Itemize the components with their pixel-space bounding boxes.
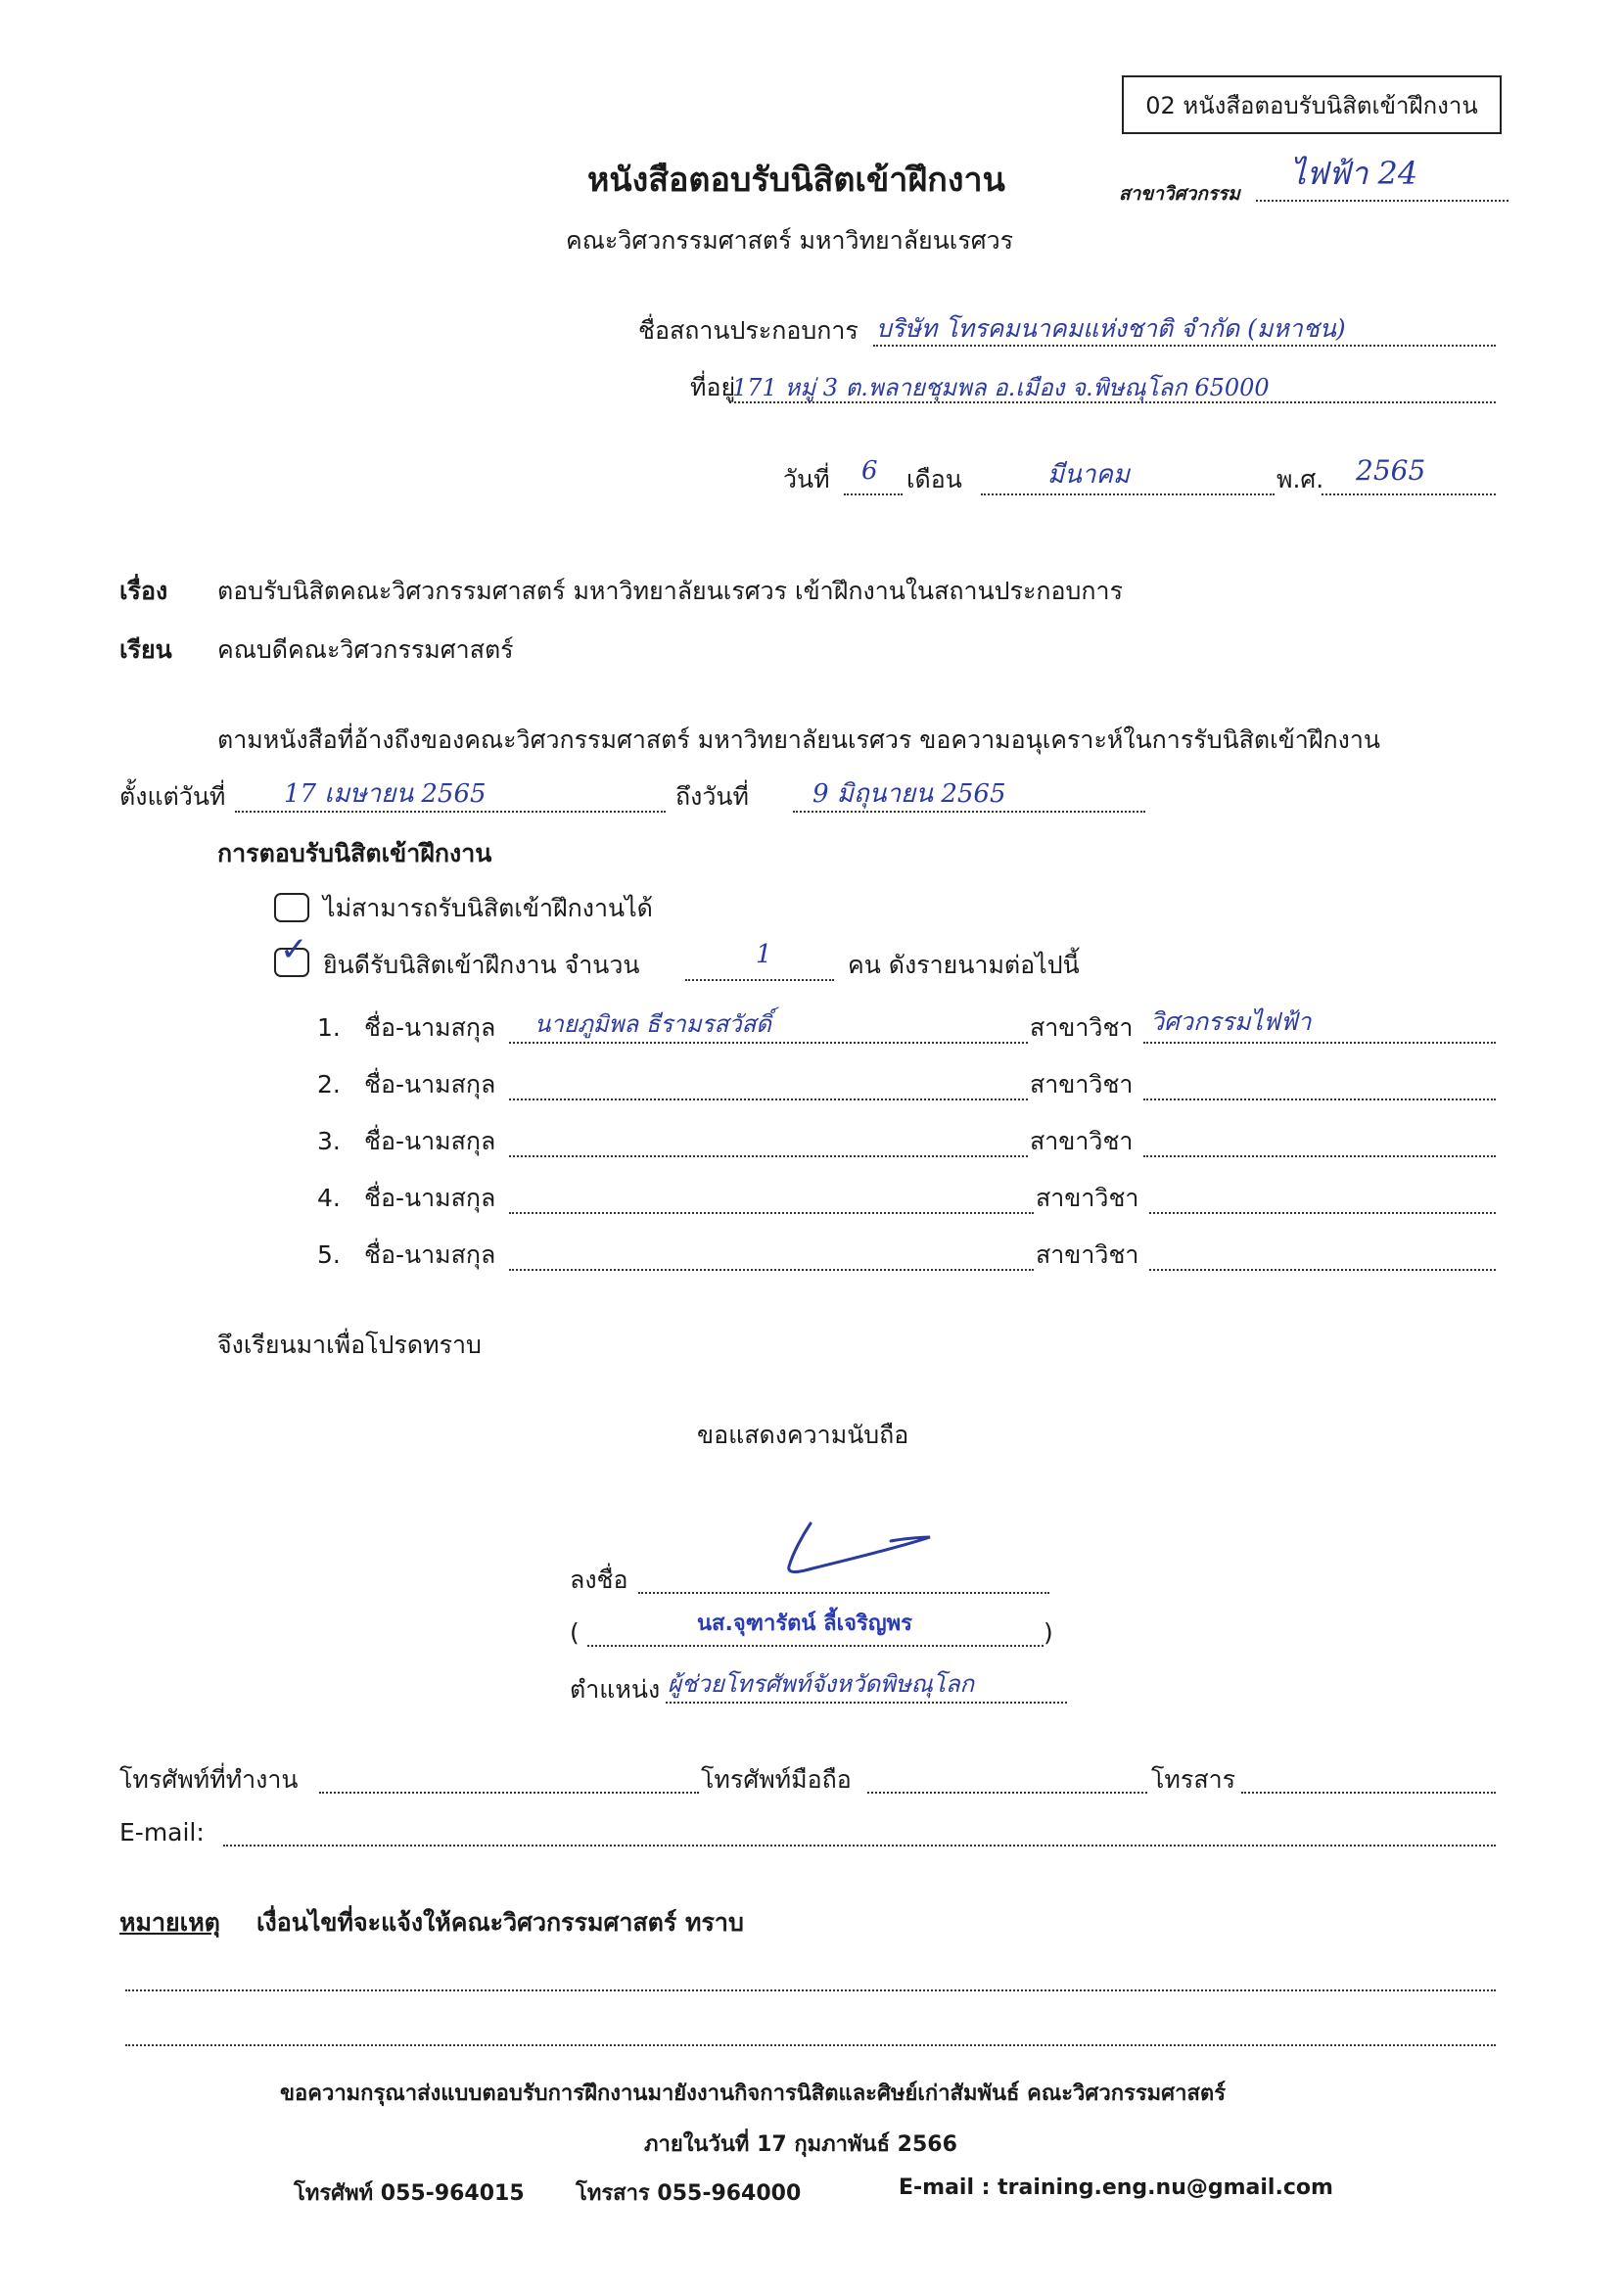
work-phone-field[interactable] bbox=[319, 1792, 699, 1794]
footer-line-1: ขอความกรุณาส่งแบบตอบรับการฝึกงานมายังงานกิจการนิสิตและศิษย์เก่าสัมพันธ์ คณะวิศวกรรมศาสตร์ bbox=[280, 2081, 1227, 2106]
address-label: ที่อยู่ bbox=[690, 373, 736, 401]
student-name-label: ชื่อ-นามสกุล bbox=[364, 1013, 496, 1042]
student-major-line[interactable] bbox=[1143, 1155, 1496, 1157]
remark-line-1[interactable] bbox=[125, 1989, 1496, 1991]
month-label: เดือน bbox=[906, 465, 962, 493]
mobile-field[interactable] bbox=[867, 1792, 1147, 1794]
day-value[interactable]: 6 bbox=[861, 456, 878, 486]
mobile-label: โทรศัพท์มือถือ bbox=[701, 1765, 852, 1794]
signer-name-line bbox=[587, 1645, 1044, 1647]
period-to-label: ถึงวันที่ bbox=[675, 782, 749, 811]
student-major[interactable]: วิศวกรรมไฟฟ้า bbox=[1150, 1007, 1312, 1036]
year-value[interactable]: 2565 bbox=[1356, 454, 1426, 487]
period-from-value[interactable]: 17 เมษายน 2565 bbox=[284, 779, 487, 809]
work-phone-label: โทรศัพท์ที่ทำงาน bbox=[119, 1765, 299, 1794]
accept-option-label: ยินดีรับนิสิตเข้าฝึกงาน จำนวน bbox=[323, 951, 640, 979]
subject-label: เรื่อง bbox=[119, 577, 168, 605]
student-major-line[interactable] bbox=[1143, 1099, 1496, 1100]
student-major-line[interactable] bbox=[1149, 1269, 1496, 1271]
to-text: คณบดีคณะวิศวกรรมศาสตร์ bbox=[217, 635, 514, 664]
handwritten-signature bbox=[754, 1516, 940, 1580]
footer-email[interactable]: E-mail : training.eng.nu@gmail.com bbox=[899, 2175, 1333, 2200]
count-suffix: คน ดังรายนามต่อไปนี้ bbox=[848, 951, 1080, 979]
regards-text: ขอแสดงความนับถือ bbox=[697, 1421, 909, 1449]
form-code-box bbox=[1122, 75, 1502, 134]
student-major-label: สาขาวิชา bbox=[1030, 1070, 1134, 1099]
footer-fax: โทรสาร 055-964000 bbox=[576, 2181, 802, 2206]
fax-field[interactable] bbox=[1241, 1792, 1496, 1794]
signer-close-paren: ) bbox=[1044, 1618, 1053, 1647]
count-line bbox=[685, 979, 834, 981]
reject-option-label: ไม่สามารถรับนิสิตเข้าฝึกงานได้ bbox=[323, 894, 653, 922]
student-name-label: ชื่อ-นามสกุล bbox=[364, 1127, 496, 1155]
student-number: 2. bbox=[317, 1070, 341, 1099]
to-label: เรียน bbox=[119, 635, 172, 664]
student-number: 1. bbox=[317, 1013, 341, 1042]
branch-line bbox=[1256, 200, 1508, 202]
remark-text: เงื่อนไขที่จะแจ้งให้คณะวิศวกรรมศาสตร์ ทราบ bbox=[256, 1908, 744, 1937]
student-name-label: ชื่อ-นามสกุล bbox=[364, 1070, 496, 1099]
body-text: ตามหนังสือที่อ้างถึงของคณะวิศวกรรมศาสตร์ มหาวิทยาลัยนเรศวร ขอความอนุเคราะห์ในการรับนิสิตเข้าฝึกงาน bbox=[217, 725, 1380, 754]
document-subtitle: คณะวิศวกรรมศาสตร์ มหาวิทยาลัยนเรศวร bbox=[566, 226, 1014, 255]
period-from-label: ตั้งแต่วันที่ bbox=[119, 782, 226, 811]
email-label: E-mail: bbox=[119, 1818, 205, 1847]
signer-open-paren: ( bbox=[570, 1618, 580, 1647]
student-number: 3. bbox=[317, 1127, 341, 1155]
student-major-line bbox=[1143, 1042, 1496, 1044]
student-name-label: ชื่อ-นามสกุล bbox=[364, 1184, 496, 1212]
form-code: 02 หนังสือตอบรับนิสิตเข้าฝึกงาน bbox=[1145, 91, 1478, 119]
student-name-line[interactable] bbox=[509, 1099, 1028, 1100]
subject-text: ตอบรับนิสิตคณะวิศวกรรมศาสตร์ มหาวิทยาลัยนเรศวร เข้าฝึกงานในสถานประกอบการ bbox=[217, 577, 1124, 605]
student-name-line[interactable] bbox=[509, 1212, 1034, 1214]
student-major-label: สาขาวิชา bbox=[1036, 1184, 1139, 1212]
position-value[interactable]: ผู้ช่วยโทรศัพท์จังหวัดพิษณุโลก bbox=[668, 1670, 975, 1698]
sign-label: ลงชื่อ bbox=[570, 1566, 628, 1594]
document-title: หนังสือตอบรับนิสิตเข้าฝึกงาน bbox=[587, 161, 1005, 200]
sign-line[interactable] bbox=[638, 1592, 1049, 1594]
remark-label: หมายเหตุ bbox=[119, 1908, 220, 1937]
year-line bbox=[1322, 493, 1496, 495]
check-mark-icon: ✓ bbox=[280, 930, 308, 969]
day-line bbox=[844, 493, 903, 495]
signer-name-stamp: นส.จุฑารัตน์ ลี้เจริญพร bbox=[697, 1612, 912, 1636]
student-number: 4. bbox=[317, 1184, 341, 1212]
student-major-label: สาขาวิชา bbox=[1030, 1127, 1134, 1155]
branch-label: สาขาวิศวกรรม bbox=[1119, 183, 1240, 205]
student-major-label: สาขาวิชา bbox=[1030, 1013, 1134, 1042]
student-major-line[interactable] bbox=[1149, 1212, 1496, 1214]
footer-line-2: ภายในวันที่ 17 กุมภาพันธ์ 2566 bbox=[644, 2132, 957, 2157]
email-field[interactable] bbox=[223, 1845, 1496, 1847]
period-to-value[interactable]: 9 มิถุนายน 2565 bbox=[812, 779, 1006, 809]
accept-checkbox[interactable] bbox=[274, 930, 309, 977]
student-number: 5. bbox=[317, 1240, 341, 1269]
student-name-line[interactable] bbox=[509, 1269, 1034, 1271]
fax-label: โทรสาร bbox=[1151, 1765, 1236, 1794]
remark-line-2[interactable] bbox=[125, 2044, 1496, 2046]
year-label: พ.ศ. bbox=[1276, 465, 1324, 493]
address-value[interactable]: 171 หมู่ 3 ต.พลายชุมพล อ.เมือง จ.พิษณุโลก 65000 bbox=[732, 374, 1270, 401]
reject-checkbox[interactable] bbox=[274, 893, 309, 922]
student-name-line[interactable] bbox=[509, 1155, 1028, 1157]
count-value[interactable]: 1 bbox=[756, 940, 772, 969]
position-label: ตำแหน่ง bbox=[570, 1675, 661, 1704]
company-name-label: ชื่อสถานประกอบการ bbox=[638, 316, 858, 345]
closing-text: จึงเรียนมาเพื่อโปรดทราบ bbox=[217, 1331, 482, 1359]
acceptance-heading: การตอบรับนิสิตเข้าฝึกงาน bbox=[217, 839, 492, 867]
footer-phone: โทรศัพท์ 055-964015 bbox=[294, 2181, 525, 2206]
month-value[interactable]: มีนาคม bbox=[1047, 460, 1131, 490]
student-major-label: สาขาวิชา bbox=[1036, 1240, 1139, 1269]
day-label: วันที่ bbox=[783, 465, 830, 493]
company-name-value[interactable]: บริษัท โทรคมนาคมแห่งชาติ จำกัด (มหาชน) bbox=[876, 314, 1346, 343]
student-name-label: ชื่อ-นามสกุล bbox=[364, 1240, 496, 1269]
student-name[interactable]: นายภูมิพล ธีรามรสวัสดิ์ bbox=[534, 1010, 771, 1038]
branch-value[interactable]: ไฟฟ้า 24 bbox=[1290, 155, 1418, 192]
